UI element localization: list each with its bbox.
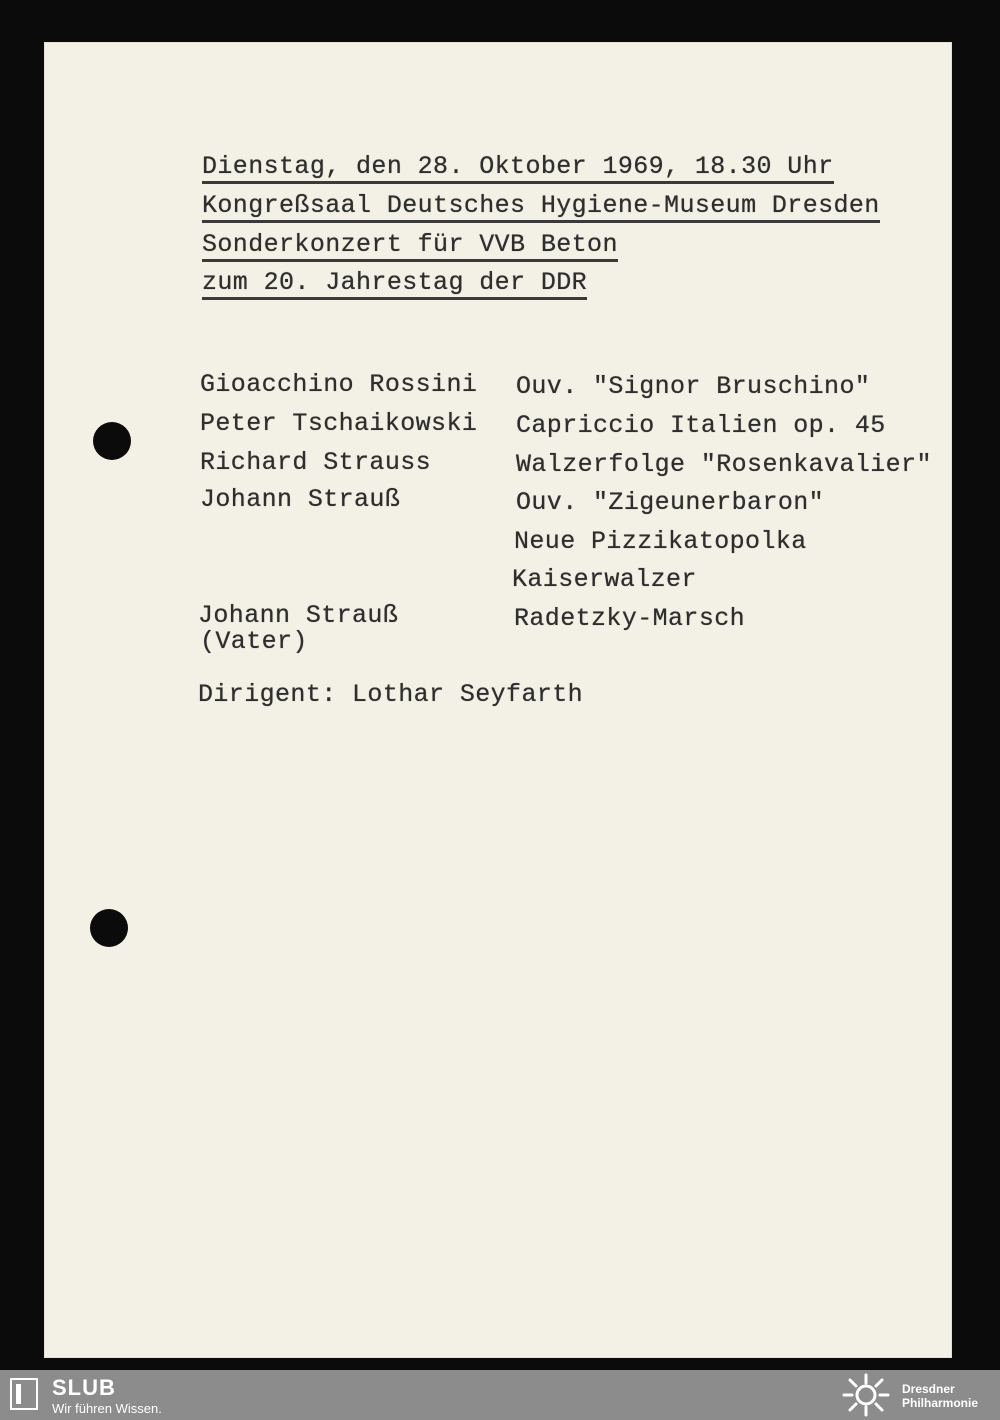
header-date-text: Dienstag, den 28. Oktober 1969, 18.30 Uhr <box>202 154 834 184</box>
header-occasion-line <box>202 270 587 300</box>
work-title: Capriccio Italien op. 45 <box>516 411 886 440</box>
header-date-line <box>202 154 834 184</box>
partner-name-line2: Philharmonie <box>902 1396 979 1410</box>
composer-name: Richard Strauss <box>200 448 432 477</box>
dresdner-philharmonie-logo-icon <box>838 1371 894 1419</box>
header-venue-line <box>202 193 880 223</box>
work-title: Radetzky-Marsch <box>514 604 746 633</box>
work-title: Ouv. "Signor Bruschino" <box>516 372 871 401</box>
header-occasion-text: zum 20. Jahrestag der DDR <box>202 270 587 300</box>
work-title: Neue Pizzikatopolka <box>514 527 807 556</box>
partner-name-line1: Dresdner <box>902 1382 955 1396</box>
slub-tagline: Wir führen Wissen. <box>52 1401 162 1416</box>
work-title: Ouv. "Zigeunerbaron" <box>516 488 825 517</box>
slub-name: SLUB <box>52 1375 116 1400</box>
header-event-text: Sonderkonzert für VVB Beton <box>202 232 618 262</box>
composer-note: (Vater) <box>200 627 308 656</box>
conductor-line: Dirigent: Lothar Seyfarth <box>198 680 584 709</box>
composer-name: Gioacchino Rossini <box>200 370 478 399</box>
punch-hole-bottom <box>90 909 128 947</box>
punch-hole-top <box>93 422 131 460</box>
work-title: Walzerfolge "Rosenkavalier" <box>516 450 932 479</box>
composer-name: Peter Tschaikowski <box>200 409 478 438</box>
dresdner-philharmonie-name <box>902 1382 978 1410</box>
header-event-line <box>202 232 618 262</box>
footer-bar <box>0 1370 1000 1420</box>
work-title: Kaiserwalzer <box>512 565 697 594</box>
composer-name: Johann Strauß <box>200 485 401 514</box>
header-venue-text: Kongreßsaal Deutsches Hygiene-Museum Dresden <box>202 193 880 223</box>
slub-logo-icon <box>10 1378 38 1410</box>
composer-name: Johann Strauß <box>198 601 399 630</box>
